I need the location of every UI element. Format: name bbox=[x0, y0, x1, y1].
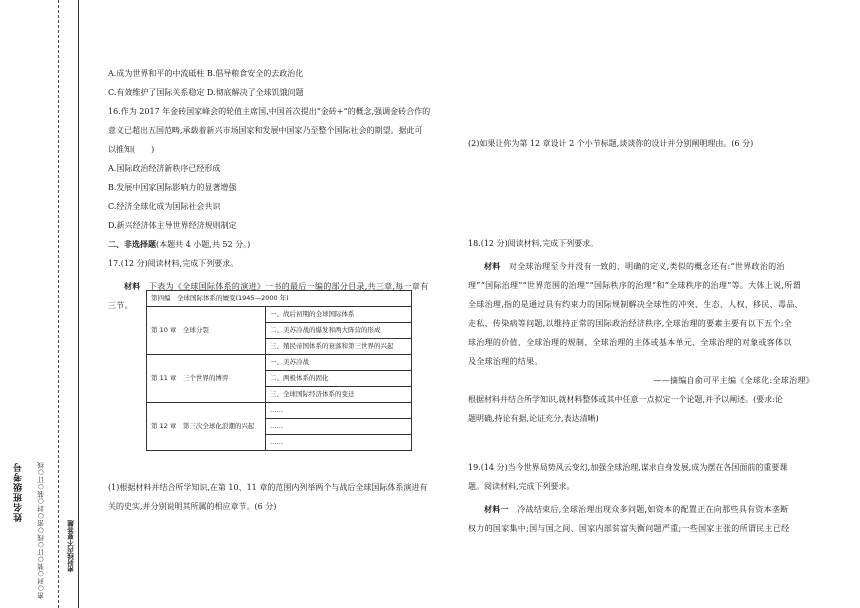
toc-chapter-10: 第 10 章 全球分裂 bbox=[147, 307, 266, 355]
section2-title: 二、非选择题 bbox=[108, 239, 156, 249]
toc-section: 三、殖民帝国体系的衰落和第三世界的兴起 bbox=[266, 339, 412, 355]
name-label: 姓名 bbox=[14, 502, 24, 522]
q16-option-c: C.经济全球化成为国际社会共识 bbox=[108, 202, 221, 211]
q18-source: ——摘编自俞可平主编《全球化:全球治理》 bbox=[653, 376, 814, 385]
section2-heading bbox=[108, 235, 454, 254]
q16-stem-line2: 意义已超出五国范畴,承载着新兴市场国家和发展中国家乃至整个国际社会的期望。据此可 bbox=[108, 126, 423, 135]
toc-section: …… bbox=[266, 419, 412, 435]
q19-material1-label: 材料一 bbox=[484, 504, 509, 514]
q17-material-label: 材料 bbox=[124, 281, 141, 291]
q16-stem-line1: 16.作为 2017 年金砖国家峰会的轮值主席国,中国首次提出“金砖+”的概念,强调金砖合作的 bbox=[108, 107, 431, 116]
toc-section: 二、美苏冷战的爆发和两大阵营的形成 bbox=[266, 323, 412, 339]
q18-material-text1: 对全球治理至今并没有一致的、明确的定义,类似的概念还有:“世界政治的治 bbox=[508, 262, 785, 271]
seal-line bbox=[58, 0, 59, 608]
q15-options-ab: A.成为世界和平的中流砥柱 B.倡导粮食安全的去政治化 bbox=[108, 69, 304, 78]
q17-material-text1: 下表为《全球国际体系的演进》一书的最后一编的部分目录,共三章,每一章有 bbox=[148, 282, 429, 291]
toc-section: 三、全球国际经济体系的变迁 bbox=[266, 387, 412, 403]
q17-part2 bbox=[468, 134, 814, 153]
q17-1-line1: (1)根据材料并结合所学知识,在第 10、11 章的范围内列举两个与战后全球国际体系演进有 bbox=[108, 483, 428, 492]
left-column bbox=[108, 64, 454, 315]
q18-material-line6: 及全球治理的结果。 bbox=[468, 357, 543, 366]
q16-option-d: D.新兴经济体主导世界经济规则制定 bbox=[108, 221, 237, 230]
q16-option-a: A.国际政治经济新秩序已经形成 bbox=[108, 164, 221, 173]
q19-material1-text1: 冷战结束后,全球治理出现众多问题,如资本的配置正在向那些具有资本垄断 bbox=[517, 505, 789, 514]
q19-heading-line1: 19.(14 分)当今世界局势风云变幻,加强全球治理,谋求自身发展,成为摆在各国面前的重要课 bbox=[468, 463, 788, 472]
q17-part1 bbox=[108, 478, 454, 516]
q18-requirement-line1: 根据材料并结合所学知识,就材料整体或其中任意一点拟定一个论题,并予以阐述。(要求:论 bbox=[468, 395, 783, 404]
q18-material-line1 bbox=[468, 257, 814, 276]
toc-chapter-12: 第 12 章 第三次全球化浪潮的兴起 bbox=[147, 403, 266, 451]
toc-table bbox=[146, 290, 412, 451]
q18-material-line4: 走私、传染病等问题,以维持正常的国际政治经济秩序,全球治理的要素主要有以下五个:全 bbox=[468, 319, 793, 328]
toc-header: 第四编 全球国际体系的嬗变(1945—2000 年) bbox=[147, 291, 412, 307]
binding-margin bbox=[0, 0, 92, 608]
q19-block bbox=[468, 458, 814, 538]
q18-material-line5: 球治理的价值、全球治理的规制、全球治理的主体或基本单元、全球治理的对象或客体以 bbox=[468, 338, 792, 347]
q17-material-line2: 三节。 bbox=[108, 301, 133, 310]
seal-line-text: 密○封○装○订○线○密○封○装○订○线 bbox=[37, 462, 45, 599]
q18-block bbox=[468, 234, 814, 428]
exam-number-label: 考号 bbox=[14, 462, 24, 482]
q16-stem-line3: 以推知( ) bbox=[108, 145, 155, 154]
q17-heading: 17.(12 分)阅读材料,完成下列要求。 bbox=[108, 259, 239, 268]
q19-material1-line1 bbox=[468, 500, 814, 519]
q19-material1-line2: 权力的国家集中;国与国之间、国家内部贫富失衡问题严重;一些国家主张的所谓民主已经 bbox=[468, 524, 790, 533]
q18-heading: 18.(12 分)阅读材料,完成下列要求。 bbox=[468, 239, 599, 248]
q18-requirement-line2: 题明确,持论有据,论证充分,表达清晰) bbox=[468, 414, 599, 423]
q17-2-text: (2)如果让你为第 12 章设计 2 个小节标题,谈谈你的设计并分别阐明理由。(6 分) bbox=[468, 139, 754, 148]
q17-1-line2: 关的史实,并分别说明其所属的相应章节。(6 分) bbox=[108, 502, 277, 511]
student-info-labels bbox=[12, 462, 25, 522]
q18-material-line2: 理”“国际治理”“世界范围的治理”“国际秩序的治理”和“全球秩序的治理”等。大体上说,所谓 bbox=[468, 281, 801, 290]
toc-chapter-11: 第 11 章 三个世界的博弈 bbox=[147, 355, 266, 403]
q15-options-cd: C.有效维护了国际关系稳定 D.彻底解决了全球饥饿问题 bbox=[108, 88, 304, 97]
class-label: 班级 bbox=[14, 482, 24, 502]
no-answer-notice: 密封线内不要答题 bbox=[67, 520, 75, 572]
toc-section: …… bbox=[266, 403, 412, 419]
toc-section: …… bbox=[266, 435, 412, 451]
binding-border-line bbox=[78, 0, 79, 608]
toc-section: 一、战后初期的全球国际体系 bbox=[266, 307, 412, 323]
q16-option-b: B.发展中国家国际影响力的显著增强 bbox=[108, 183, 237, 192]
toc-section: 二、两极体系的固化 bbox=[266, 371, 412, 387]
section2-note: (本题共 4 小题,共 52 分。) bbox=[156, 240, 251, 249]
q18-material-line3: 全球治理,指的是通过具有约束力的国际规制解决全球性的冲突、生态、人权、移民、毒品、 bbox=[468, 300, 803, 309]
q19-heading-line2: 题。阅读材料,完成下列要求。 bbox=[468, 482, 575, 491]
toc-section: 一、美苏冷战 bbox=[266, 355, 412, 371]
q18-material-label: 材料 bbox=[484, 261, 501, 271]
